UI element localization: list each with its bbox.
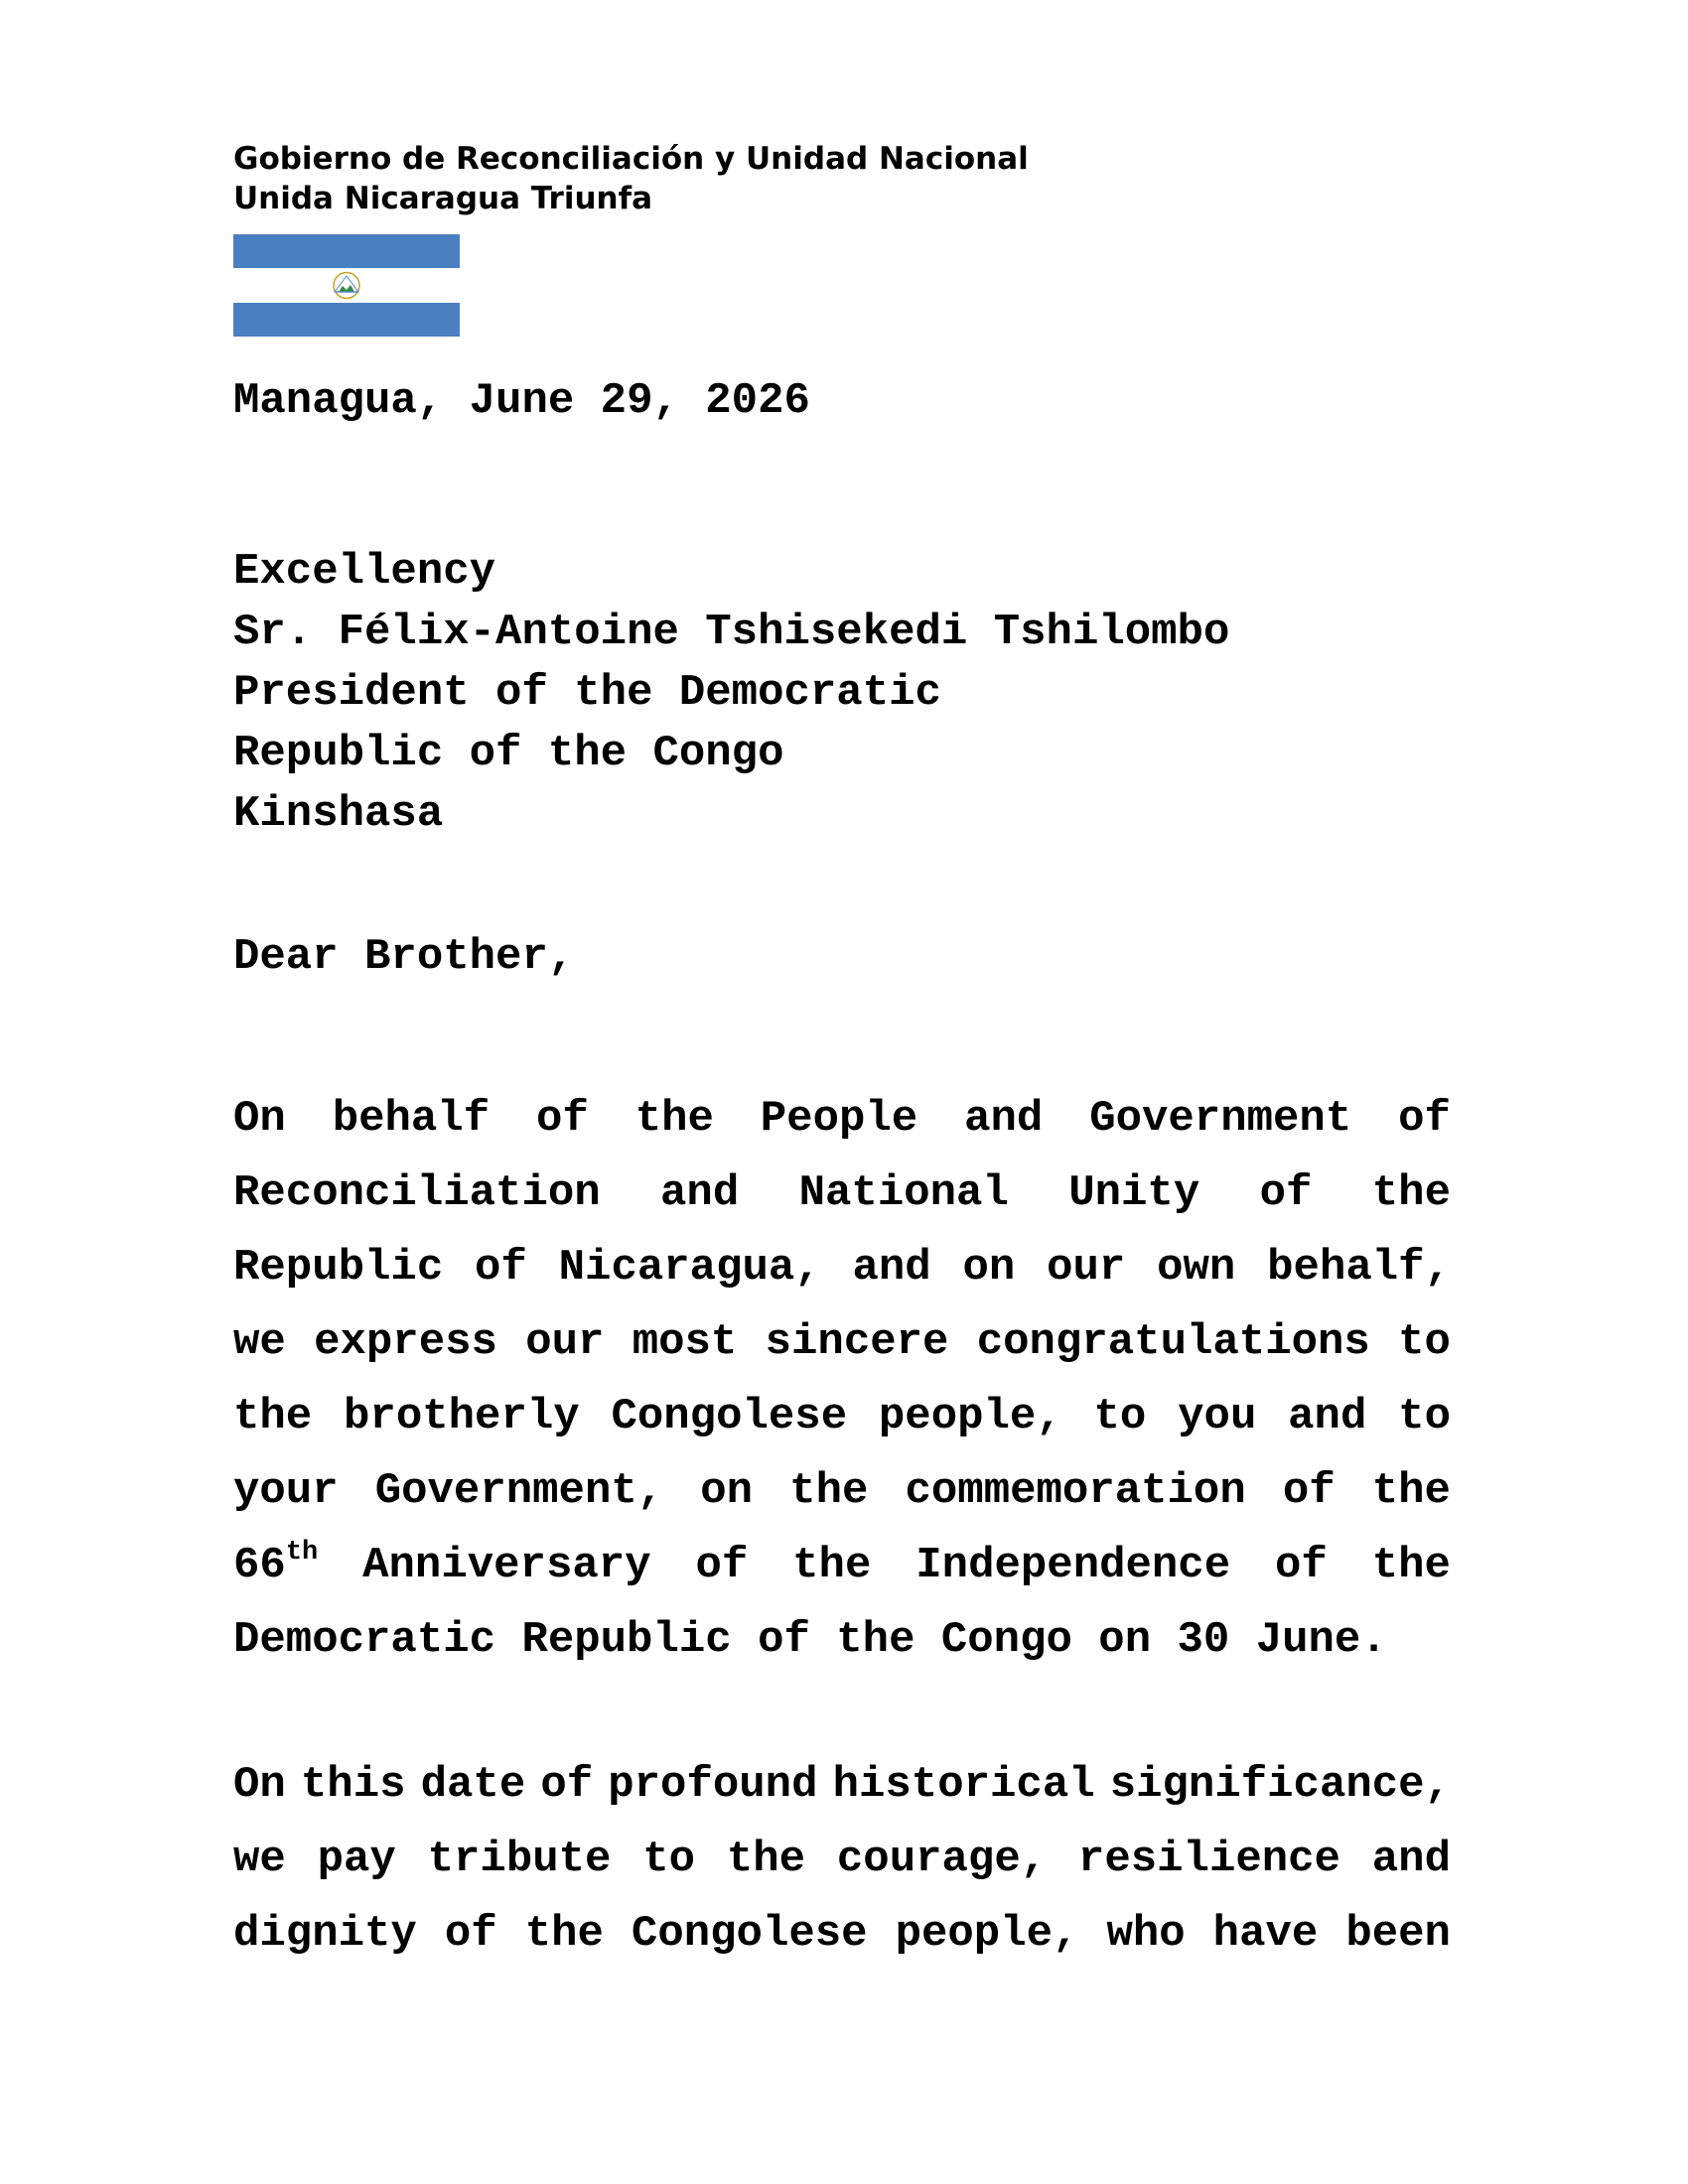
word: behalf,	[1267, 1243, 1451, 1293]
letterhead-government-name: Gobierno de Reconciliación y Unidad Nacional	[233, 141, 1029, 177]
word: people,	[895, 1909, 1079, 1959]
word: the	[1371, 1168, 1451, 1218]
word: courage,	[836, 1835, 1048, 1884]
paragraph-line	[233, 1305, 1451, 1380]
word: you	[1178, 1392, 1257, 1441]
nicaragua-flag-icon	[233, 234, 460, 337]
word: the	[726, 1835, 806, 1884]
paragraph-line	[233, 1454, 1451, 1529]
word: congratulations	[976, 1317, 1370, 1367]
word: People	[760, 1094, 918, 1144]
word: dignity	[233, 1909, 417, 1959]
word: historical	[832, 1760, 1095, 1810]
word: of	[758, 1615, 810, 1665]
word: brotherly	[344, 1392, 580, 1441]
word: most	[632, 1317, 738, 1367]
paragraph-line	[233, 1748, 1451, 1823]
paragraph-line	[233, 1897, 1451, 1972]
word: tribute	[427, 1835, 612, 1884]
body-paragraph-2	[233, 1748, 1451, 1972]
word: of	[695, 1541, 749, 1590]
recipient-position: President of the Democratic	[233, 668, 941, 718]
word: the	[836, 1615, 915, 1665]
word: and	[1371, 1835, 1451, 1884]
word: on	[700, 1466, 754, 1516]
letter-date: Managua, June 29, 2026	[233, 376, 810, 426]
word: National	[798, 1168, 1009, 1218]
recipient-country: Republic of the Congo	[233, 729, 784, 778]
word: Congolese	[631, 1909, 868, 1959]
word: Government,	[374, 1466, 664, 1516]
salutation: Dear Brother,	[233, 932, 575, 982]
word: to	[642, 1835, 696, 1884]
word: behalf	[332, 1094, 491, 1144]
word: express	[314, 1317, 497, 1367]
word: commemoration	[905, 1466, 1246, 1516]
word: Unity	[1068, 1168, 1200, 1218]
word: and	[852, 1243, 931, 1293]
word: date	[420, 1760, 526, 1810]
word: and	[964, 1094, 1044, 1144]
word: this	[300, 1760, 406, 1810]
word: profound	[608, 1760, 818, 1810]
word: your	[233, 1466, 339, 1516]
word: of	[1282, 1466, 1336, 1516]
word: who	[1106, 1909, 1186, 1959]
recipient-title: Excellency	[233, 547, 496, 597]
word: our	[525, 1317, 605, 1367]
letterhead	[233, 139, 1029, 218]
word: own	[1157, 1243, 1236, 1293]
recipient-name: Sr. Félix-Antoine Tshisekedi Tshilombo	[233, 608, 1230, 657]
letterhead-slogan: Unida Nicaragua Triunfa	[233, 181, 653, 216]
paragraph-line	[233, 1823, 1451, 1897]
paragraph-line	[233, 1157, 1451, 1231]
word: 30	[1177, 1615, 1230, 1665]
word: the	[792, 1541, 872, 1590]
word: sincere	[765, 1317, 949, 1367]
word: of	[1259, 1168, 1313, 1218]
word: we	[233, 1835, 286, 1884]
word: we	[233, 1317, 286, 1367]
word: Congo	[940, 1615, 1072, 1665]
paragraph-line	[233, 1603, 1451, 1678]
word: the	[233, 1392, 313, 1441]
word: the	[524, 1909, 604, 1959]
body-paragraph-1	[233, 1082, 1451, 1678]
paragraph-line	[233, 1231, 1451, 1305]
word: to	[1398, 1392, 1451, 1441]
word: June.	[1255, 1615, 1387, 1665]
paragraph-line	[233, 1082, 1451, 1157]
word: On	[233, 1094, 286, 1144]
recipient-city: Kinshasa	[233, 789, 444, 839]
word: the	[1371, 1466, 1451, 1516]
word: the	[789, 1466, 869, 1516]
word: Anniversary	[362, 1541, 651, 1590]
word: and	[1288, 1392, 1367, 1441]
word: Independence	[915, 1541, 1231, 1590]
word: pay	[317, 1835, 396, 1884]
paragraph-line	[233, 1380, 1451, 1454]
word: resilience	[1077, 1835, 1340, 1884]
word: have	[1212, 1909, 1319, 1959]
word: the	[1371, 1541, 1451, 1590]
word: on	[1098, 1615, 1152, 1665]
word: of	[540, 1760, 594, 1810]
word: Republic	[521, 1615, 732, 1665]
word: of	[475, 1243, 527, 1293]
word: Democratic	[233, 1615, 496, 1665]
word: of	[444, 1909, 497, 1959]
word: Republic	[233, 1243, 444, 1293]
word: of	[536, 1094, 589, 1144]
word: people,	[878, 1392, 1062, 1441]
word: and	[660, 1168, 740, 1218]
word: Reconciliation	[233, 1168, 601, 1218]
word: our	[1047, 1243, 1126, 1293]
word: the	[634, 1094, 714, 1144]
recipient-block	[233, 542, 1229, 845]
word: On	[233, 1760, 286, 1810]
word: to	[1398, 1317, 1451, 1367]
word: Nicaragua,	[558, 1243, 821, 1293]
word: been	[1345, 1909, 1451, 1959]
ordinal-anniversary: 66th	[233, 1538, 319, 1590]
word: of	[1398, 1094, 1451, 1144]
word: on	[962, 1243, 1016, 1293]
word: significance,	[1109, 1760, 1451, 1810]
word: Congolese	[611, 1392, 848, 1441]
word: to	[1093, 1392, 1147, 1441]
paragraph-line-ordinal	[233, 1529, 1451, 1603]
word: of	[1275, 1541, 1328, 1590]
word: Government	[1089, 1094, 1352, 1144]
